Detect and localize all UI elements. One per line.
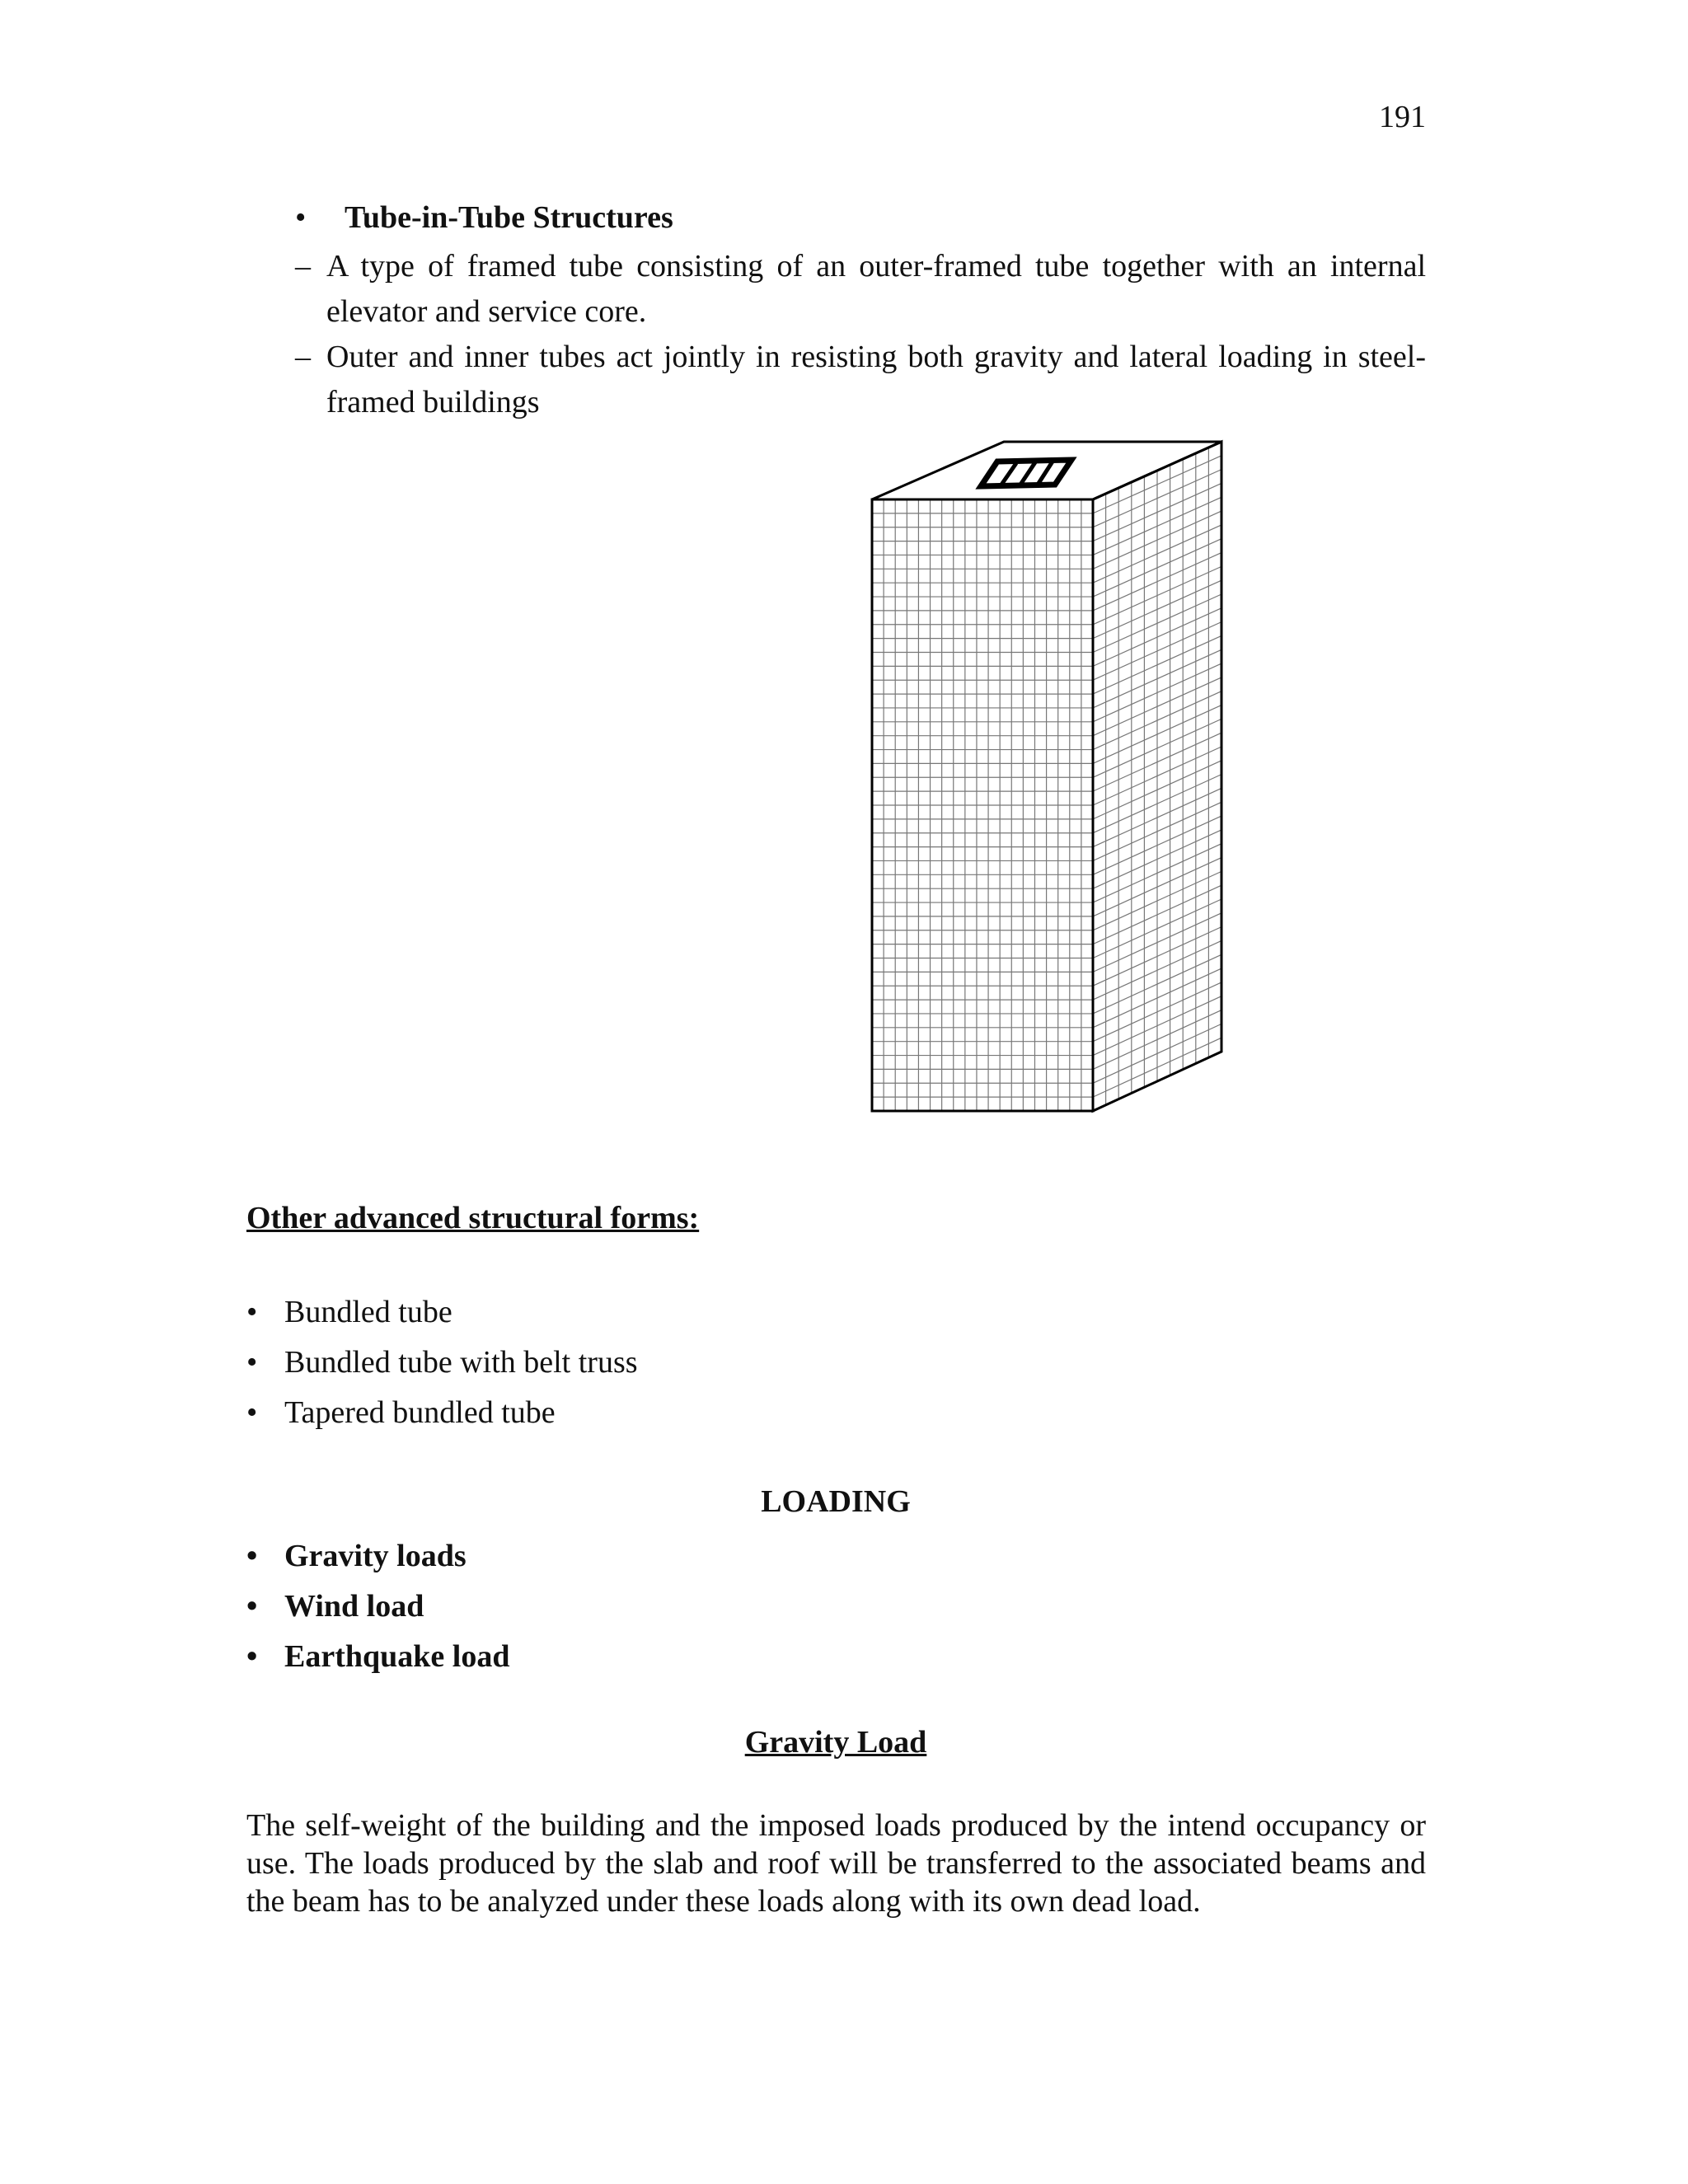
list-item-text: Gravity loads <box>284 1539 467 1573</box>
list-item <box>246 1632 509 1682</box>
list-item <box>246 1582 509 1632</box>
tube-in-tube-bullet: • <box>295 200 307 235</box>
list-item-text: Tapered bundled tube <box>284 1395 556 1430</box>
dash-marker: – <box>295 249 311 284</box>
loading-heading: LOADING <box>761 1484 911 1519</box>
gravity-load-paragraph: The self-weight of the building and the imposed loads produced by the intend occupancy or use. The loads produced by the slab and roof will be transferred to the associated beams and the beam has to be analyzed under these loads along with its own dead load. <box>246 1808 1426 1919</box>
dash-marker: – <box>295 340 311 374</box>
point-text: Outer and inner tubes act jointly in resisting both gravity and lateral loading in steel-framed buildings <box>326 340 1426 419</box>
list-item-text: Earthquake load <box>284 1639 510 1674</box>
tube-in-tube-point <box>295 244 1426 335</box>
front-face-grid <box>872 499 1093 1111</box>
side-face-grid <box>1093 448 1221 1105</box>
list-item <box>246 1388 638 1438</box>
bullet-marker: • <box>246 1539 258 1573</box>
other-forms-heading: Other advanced structural forms: <box>246 1201 700 1235</box>
other-forms-list <box>246 1287 638 1438</box>
list-item <box>246 1338 638 1388</box>
bullet-marker: • <box>246 1589 258 1624</box>
gravity-load-heading: Gravity Load <box>744 1725 927 1760</box>
list-item-text: Bundled tube <box>284 1295 452 1329</box>
point-text: A type of framed tube consisting of an outer-framed tube together with an internal elevator and service core. <box>326 249 1426 329</box>
list-item <box>246 1531 509 1582</box>
page-number: 191 <box>1379 100 1426 134</box>
bullet-marker: • <box>246 1345 258 1380</box>
bullet-marker: • <box>246 1295 258 1329</box>
tube-in-tube-point <box>295 335 1426 425</box>
list-item-text: Wind load <box>284 1589 424 1624</box>
list-item-text: Bundled tube with belt truss <box>284 1345 638 1380</box>
tube-in-tube-points <box>295 244 1426 425</box>
loading-list <box>246 1531 509 1682</box>
bullet-marker: • <box>246 1395 258 1430</box>
bullet-marker: • <box>246 1639 258 1674</box>
tube-in-tube-tower-figure <box>865 437 1245 1121</box>
list-item <box>246 1287 638 1338</box>
tube-in-tube-heading: Tube-in-Tube Structures <box>345 200 673 235</box>
